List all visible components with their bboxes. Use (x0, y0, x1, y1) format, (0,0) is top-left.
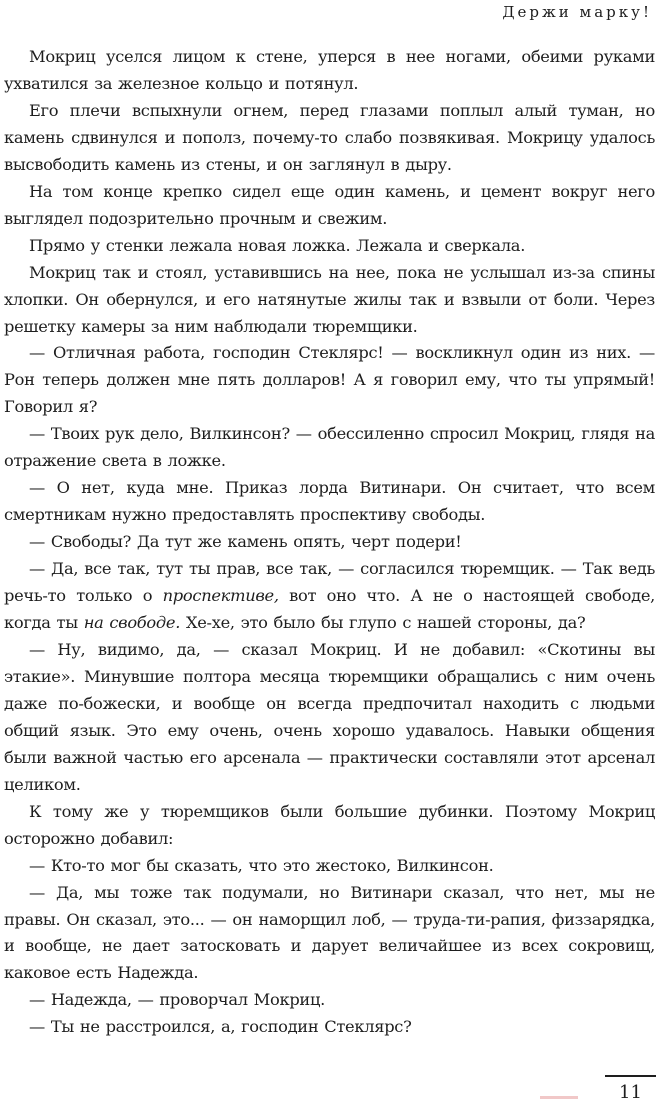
paragraph (4, 233, 655, 260)
paragraph (4, 799, 655, 853)
paragraph (4, 340, 655, 421)
text-run: К тому же у тюремщиков были большие дубинки. Поэтому Мокриц осторожно добавил: (4, 801, 655, 848)
paragraph (4, 475, 655, 529)
paragraph (4, 98, 655, 179)
paragraph (4, 556, 655, 637)
text-run: — Ты не расстроился, а, господин Стеклярс? (29, 1017, 412, 1037)
running-title: Держи марку! (502, 3, 652, 21)
pink-mark (540, 1096, 578, 1099)
paragraph (4, 987, 655, 1014)
italic-text: на свободе. (83, 613, 181, 633)
text-run: На том конце крепко сидел еще один камень, и цемент вокруг него выглядел подозрительно прочным и свежим. (4, 181, 655, 228)
paragraph (4, 1014, 655, 1041)
text-run: — Надежда, — проворчал Мокриц. (29, 990, 325, 1010)
text-run: — О нет, куда мне. Приказ лорда Витинари. Он считает, что всем смертникам нужно предоставлять проспективу свободы. (4, 478, 655, 525)
paragraph (4, 529, 655, 556)
paragraph (4, 421, 655, 475)
text-run: Мокриц уселся лицом к стене, уперся в нее ногами, обеими руками ухватился за железное кольцо и потянул. (4, 47, 655, 93)
text-run: вот оно что. А не о настоящей свободе, когда ты (4, 586, 655, 633)
paragraph (4, 637, 655, 799)
text-run: — Кто-то мог бы сказать, что это жестоко, Вилкинсон. (29, 855, 494, 875)
text-run: — Свободы? Да тут же камень опять, черт подери! (29, 532, 462, 552)
paragraph (4, 44, 655, 98)
text-run: Хе-хе, это было бы глупо с нашей стороны, да? (180, 613, 586, 633)
paragraph (4, 853, 655, 880)
page-number: 11 (619, 1082, 642, 1103)
italic-text: проспективе, (162, 586, 279, 606)
paragraph (4, 880, 655, 988)
text-run: Мокриц так и стоял, уставившись на нее, пока не услышал из-за спины хлопки. Он обернулся, и его натянутые жилы так и взвыли от боли. Через решетку камеры за ним наблюдали тюремщики. (4, 262, 655, 336)
text-run: — Ну, видимо, да, — сказал Мокриц. И не добавил: «Скотины вы этакие». Минувшие полтора месяца тюремщики обращались с ним очень даже по-божески, и вообще он всегда предпочитал находить с людьми общий язык. Это ему очень, очень хорошо удавалось. Навыки общения были важной частью его арсенала — практически составляли этот арсенал целиком. (4, 639, 655, 794)
text-run: — Да, все так, тут ты прав, все так, — согласился тюремщик. — Так ведь речь-то только о (4, 559, 655, 606)
paragraph (4, 260, 655, 341)
text-run: Прямо у стенки лежала новая ложка. Лежала и сверкала. (29, 235, 526, 255)
text-run: — Отличная работа, господин Стеклярс! — воскликнул один из них. — Рон теперь должен мне пять долларов! А я говорил ему, что ты упрямый! Говорил я? (4, 343, 655, 417)
text-run: — Твоих рук дело, Вилкинсон? — обессиленно спросил Мокриц, глядя на отражение света в ложке. (4, 424, 655, 471)
page-body (4, 44, 655, 1064)
page-number-rule (605, 1075, 656, 1077)
paragraph (4, 179, 655, 233)
text-run: Его плечи вспыхнули огнем, перед глазами поплыл алый туман, но камень сдвинулся и пополз, почему-то слабо позвякивая. Мокрицу удалось высвободить камень из стены, и он заглянул в дыру. (4, 100, 655, 174)
text-run: — Да, мы тоже так подумали, но Витинари сказал, что нет, мы не правы. Он сказал, это... — он наморщил лоб, — труда-ти-рапия, физзарядка, и вообще, не дает затосковать и дарует величайшее из всех сокровищ, каковое есть Надежда. (4, 882, 655, 983)
